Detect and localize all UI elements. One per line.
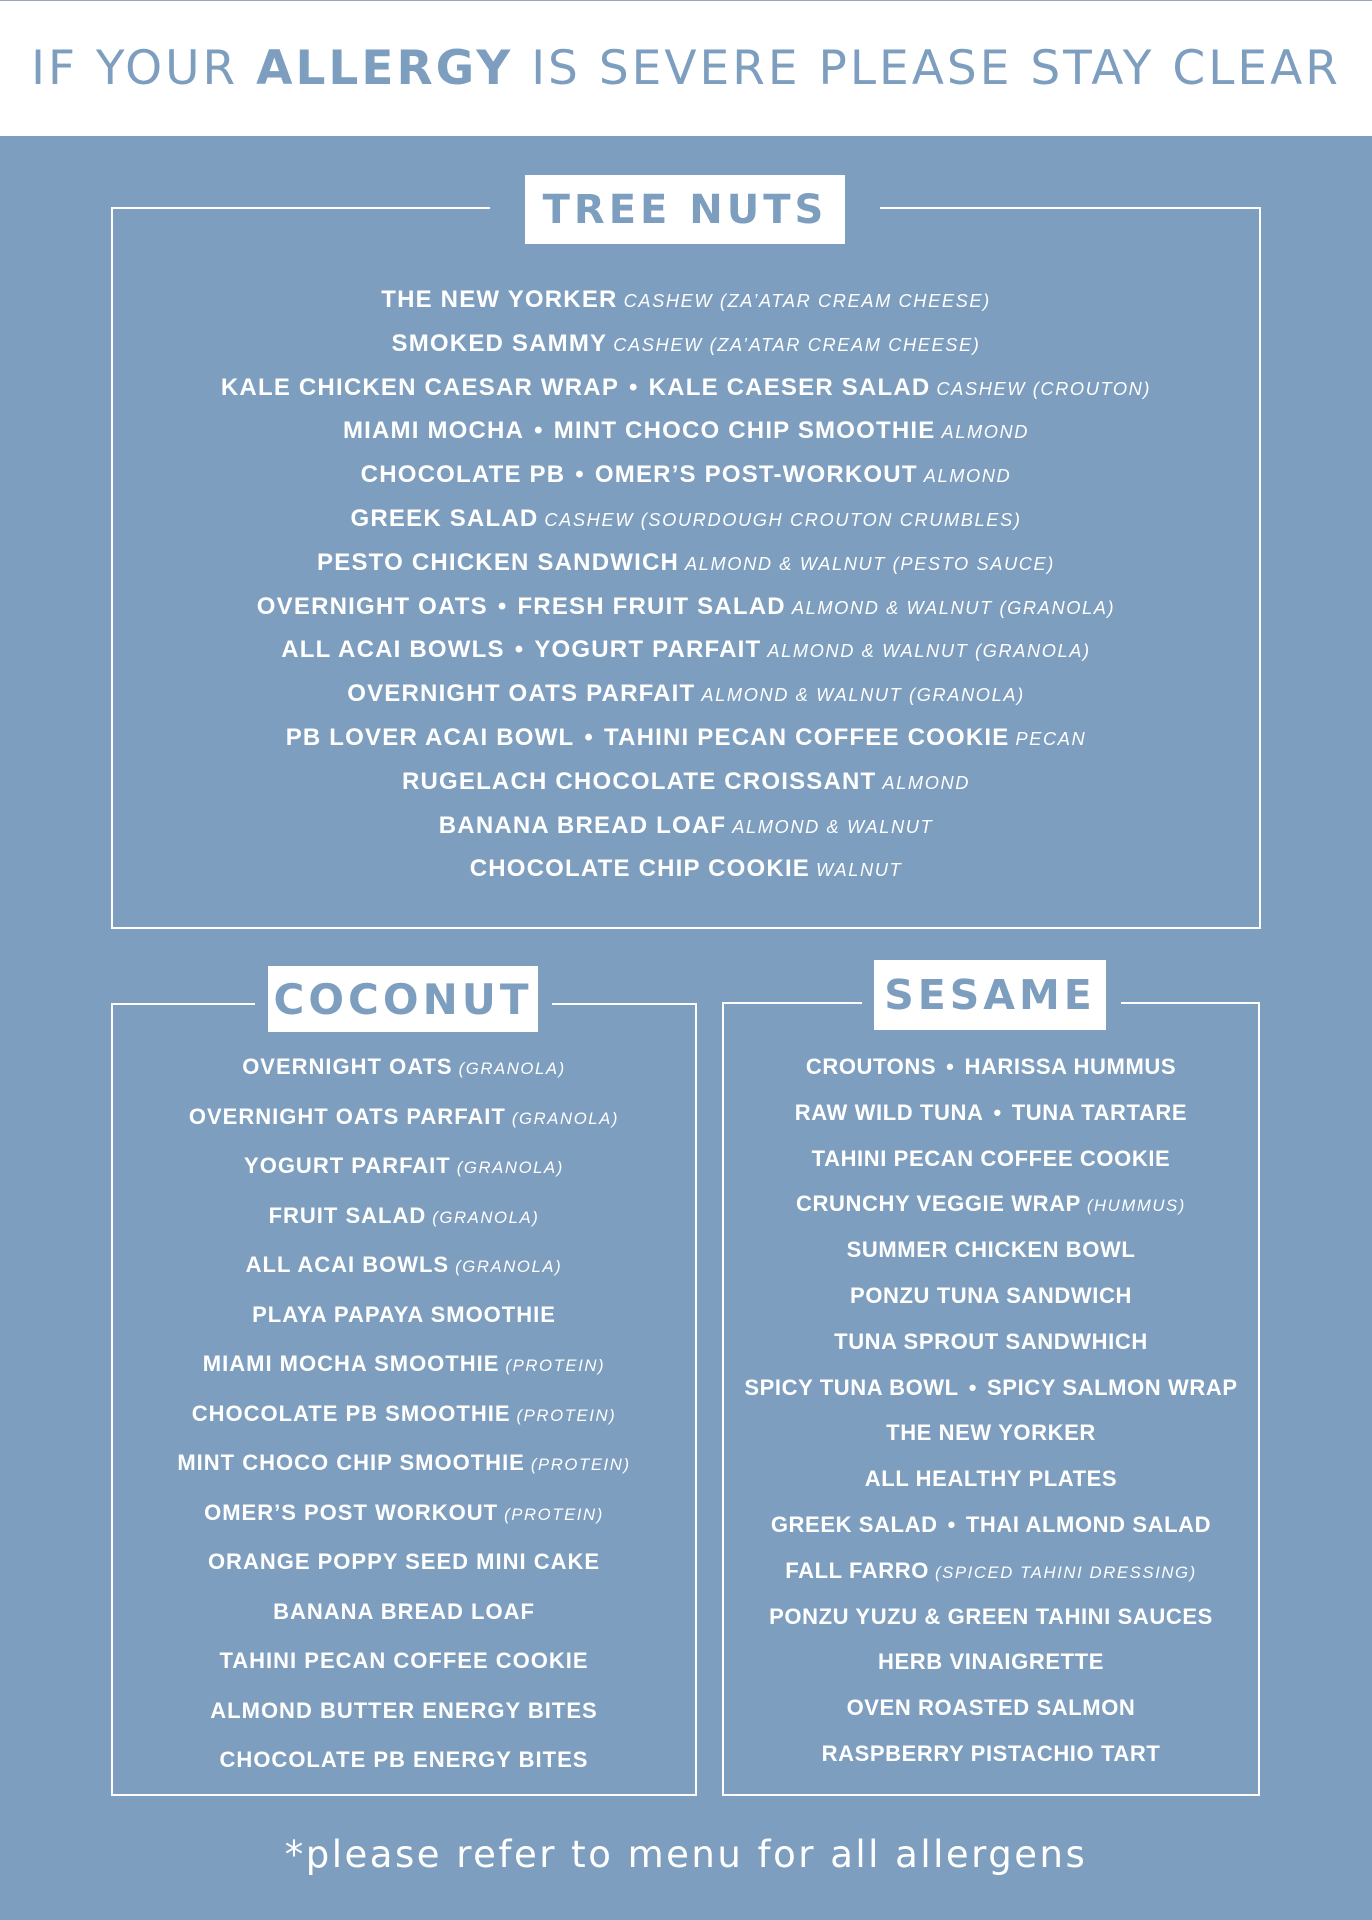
menu-item-name: GREEK SALAD: [770, 1511, 938, 1537]
bullet-separator: •: [629, 373, 639, 401]
menu-item-name: MIAMI MOCHA: [342, 417, 525, 445]
list-item: [111, 585, 1261, 629]
allergen-note: ALMOND: [923, 465, 1012, 487]
allergen-note: (GRANOLA): [511, 1108, 620, 1128]
coconut-list: [111, 1042, 697, 1785]
list-item: [722, 1090, 1260, 1136]
list-item: [722, 1319, 1260, 1365]
menu-item-name: OVERNIGHT OATS: [256, 592, 488, 620]
menu-item-name: MINT CHOCO CHIP SMOOTHIE: [553, 417, 936, 445]
allergen-note: (HUMMUS): [1086, 1196, 1186, 1216]
list-item: [722, 1273, 1260, 1319]
list-item: [111, 1537, 697, 1587]
list-item: [111, 1389, 697, 1439]
list-item: [111, 716, 1261, 760]
menu-item-name: YOGURT PARFAIT: [534, 636, 762, 664]
menu-item-name: OMER’S POST WORKOUT: [204, 1499, 499, 1525]
menu-item-name: PB LOVER ACAI BOWL: [285, 723, 575, 751]
list-item: [111, 278, 1261, 322]
menu-item-name: TAHINI PECAN COFFEE COOKIE: [219, 1648, 589, 1673]
allergen-note: ALMOND: [882, 771, 971, 793]
allergen-note: WALNUT: [816, 859, 903, 881]
list-item: [722, 1639, 1260, 1685]
menu-item-name: BANANA BREAD LOAF: [438, 811, 727, 839]
list-item: [111, 1042, 697, 1092]
list-item: [722, 1685, 1260, 1731]
menu-item-name: MINT CHOCO CHIP SMOOTHIE: [177, 1450, 525, 1475]
menu-item-name: PESTO CHICKEN SANDWICH: [317, 548, 680, 576]
bullet-separator: •: [946, 1054, 955, 1079]
allergen-note: (GRANOLA): [456, 1158, 564, 1177]
menu-item-name: OVEN ROASTED SALMON: [846, 1695, 1136, 1721]
menu-item-name: PONZU YUZU & GREEN TAHINI SAUCES: [769, 1603, 1213, 1629]
allergen-note: (PROTEIN): [505, 1356, 606, 1375]
menu-item-name: CRUNCHY VEGGIE WRAP: [796, 1191, 1081, 1217]
list-item: [111, 804, 1261, 848]
menu-item-name: SMOKED SAMMY: [391, 329, 608, 357]
sesame-list: [722, 1044, 1260, 1777]
list-item: [111, 1438, 697, 1488]
list-item: [111, 1290, 697, 1340]
list-item: [111, 1686, 697, 1736]
bullet-separator: •: [497, 592, 508, 620]
menu-item-name: MIAMI MOCHA SMOOTHIE: [202, 1351, 500, 1376]
list-item: [111, 1735, 697, 1785]
list-item: [722, 1410, 1260, 1456]
menu-item-name: ALMOND BUTTER ENERGY BITES: [210, 1697, 598, 1723]
allergen-note: ALMOND & WALNUT (PESTO SAUCE): [685, 552, 1055, 574]
coconut-title: COCONUT: [268, 966, 538, 1032]
allergen-note: PECAN: [1015, 727, 1087, 749]
menu-item-name: SPICY SALMON WRAP: [987, 1374, 1238, 1400]
allergen-note: ALMOND & WALNUT (GRANOLA): [791, 596, 1116, 618]
list-item: [111, 1339, 697, 1389]
tree-nuts-title: TREE NUTS: [525, 175, 845, 244]
menu-item-name: TUNA SPROUT SANDWHICH: [834, 1328, 1148, 1354]
list-item: [111, 322, 1261, 366]
allergen-note: CASHEW (ZA’ATAR CREAM CHEESE): [623, 290, 991, 311]
list-item: [111, 1240, 697, 1290]
menu-item-name: CROUTONS: [805, 1054, 937, 1079]
allergen-note: CASHEW (ZA’ATAR CREAM CHEESE): [613, 333, 981, 355]
menu-item-name: PLAYA PAPAYA SMOOTHIE: [252, 1301, 556, 1327]
bullet-separator: •: [514, 636, 525, 664]
list-item: [111, 760, 1261, 804]
bullet-separator: •: [575, 461, 585, 489]
list-item: [111, 497, 1261, 541]
menu-item-name: TUNA TARTARE: [1011, 1099, 1188, 1125]
list-item: [722, 1136, 1260, 1182]
allergen-note: (SPICED TAHINI DRESSING): [934, 1562, 1197, 1582]
menu-item-name: HARISSA HUMMUS: [964, 1054, 1177, 1079]
list-item: [722, 1227, 1260, 1273]
menu-item-name: TAHINI PECAN COFFEE COOKIE: [604, 723, 1010, 751]
menu-item-name: PONZU TUNA SANDWICH: [850, 1282, 1132, 1308]
menu-item-name: YOGURT PARFAIT: [244, 1153, 451, 1178]
menu-item-name: OVERNIGHT OATS PARFAIT: [188, 1103, 506, 1129]
list-item: [111, 366, 1261, 410]
list-item: [722, 1044, 1260, 1090]
list-item: [111, 628, 1261, 672]
list-item: [111, 453, 1261, 497]
menu-item-name: CHOCOLATE CHIP COOKIE: [469, 855, 811, 883]
sesame-title: SESAME: [874, 960, 1106, 1030]
list-item: [722, 1594, 1260, 1640]
list-item: [111, 1191, 697, 1241]
menu-item-name: CHOCOLATE PB ENERGY BITES: [219, 1747, 589, 1772]
allergen-note: (PROTEIN): [530, 1455, 631, 1474]
allergen-note: (PROTEIN): [516, 1405, 617, 1425]
allergy-warning-banner: [0, 0, 1372, 136]
menu-item-name: KALE CAESER SALAD: [648, 373, 931, 401]
list-item: [111, 1488, 697, 1538]
bullet-separator: •: [947, 1511, 956, 1537]
menu-item-name: CHOCOLATE PB SMOOTHIE: [191, 1400, 511, 1426]
menu-item-name: OVERNIGHT OATS PARFAIT: [347, 680, 696, 708]
list-item: [111, 672, 1261, 716]
allergen-note: ALMOND & WALNUT (GRANOLA): [701, 684, 1025, 706]
list-item: [722, 1365, 1260, 1411]
menu-item-name: THAI ALMOND SALAD: [965, 1511, 1212, 1537]
list-item: [111, 409, 1261, 453]
warning-emphasis: ALLERGY: [256, 41, 514, 96]
list-item: [722, 1181, 1260, 1227]
menu-item-name: KALE CHICKEN CAESAR WRAP: [220, 373, 620, 401]
list-item: [722, 1502, 1260, 1548]
menu-item-name: SPICY TUNA BOWL: [744, 1374, 959, 1400]
menu-item-name: OVERNIGHT OATS: [242, 1054, 453, 1079]
menu-item-name: FALL FARRO: [785, 1557, 929, 1583]
menu-item-name: ALL ACAI BOWLS: [281, 636, 505, 664]
allergen-note: (PROTEIN): [504, 1504, 604, 1524]
menu-item-name: BANANA BREAD LOAF: [273, 1598, 535, 1624]
allergen-note: (GRANOLA): [458, 1059, 566, 1078]
menu-item-name: RUGELACH CHOCOLATE CROISSANT: [401, 767, 877, 795]
bullet-separator: •: [993, 1099, 1002, 1125]
list-item: [111, 1141, 697, 1191]
menu-item-name: TAHINI PECAN COFFEE COOKIE: [811, 1145, 1171, 1171]
warning-prefix: IF YOUR: [31, 41, 239, 96]
list-item: [722, 1731, 1260, 1777]
bullet-separator: •: [968, 1374, 978, 1400]
allergy-warning-text: [31, 41, 1341, 96]
menu-item-name: CHOCOLATE PB: [360, 461, 566, 489]
warning-suffix: IS SEVERE PLEASE STAY CLEAR: [531, 41, 1341, 96]
menu-item-name: FRUIT SALAD: [268, 1202, 427, 1228]
bullet-separator: •: [534, 417, 544, 445]
allergen-note: CASHEW (SOURDOUGH CROUTON CRUMBLES): [544, 508, 1022, 530]
list-item: [722, 1548, 1260, 1594]
list-item: [111, 1636, 697, 1686]
allergen-note: ALMOND: [941, 421, 1030, 443]
allergen-note: (GRANOLA): [432, 1207, 540, 1227]
list-item: [111, 1587, 697, 1637]
list-item: [111, 541, 1261, 585]
allergen-note: (GRANOLA): [455, 1257, 563, 1276]
menu-item-name: GREEK SALAD: [350, 504, 539, 532]
menu-item-name: RAW WILD TUNA: [794, 1099, 984, 1125]
tree-nuts-list: [111, 278, 1261, 891]
allergen-note: ALMOND & WALNUT: [732, 815, 934, 837]
menu-item-name: THE NEW YORKER: [381, 286, 618, 313]
menu-item-name: FRESH FRUIT SALAD: [517, 592, 786, 620]
menu-item-name: ALL HEALTHY PLATES: [864, 1466, 1118, 1492]
menu-item-name: OMER’S POST-WORKOUT: [594, 461, 918, 489]
allergen-note: ALMOND & WALNUT (GRANOLA): [767, 640, 1091, 662]
footer-note: *please refer to menu for all allergens: [284, 1833, 1088, 1876]
allergen-note: CASHEW (CROUTON): [936, 377, 1152, 399]
menu-item-name: THE NEW YORKER: [886, 1420, 1096, 1446]
list-item: [111, 847, 1261, 891]
list-item: [722, 1456, 1260, 1502]
menu-item-name: RASPBERRY PISTACHIO TART: [821, 1740, 1161, 1766]
list-item: [111, 1092, 697, 1142]
menu-item-name: ORANGE POPPY SEED MINI CAKE: [207, 1549, 601, 1574]
menu-item-name: ALL ACAI BOWLS: [245, 1252, 450, 1277]
menu-item-name: SUMMER CHICKEN BOWL: [846, 1237, 1136, 1263]
bullet-separator: •: [584, 723, 595, 751]
menu-item-name: HERB VINAIGRETTE: [878, 1649, 1104, 1675]
